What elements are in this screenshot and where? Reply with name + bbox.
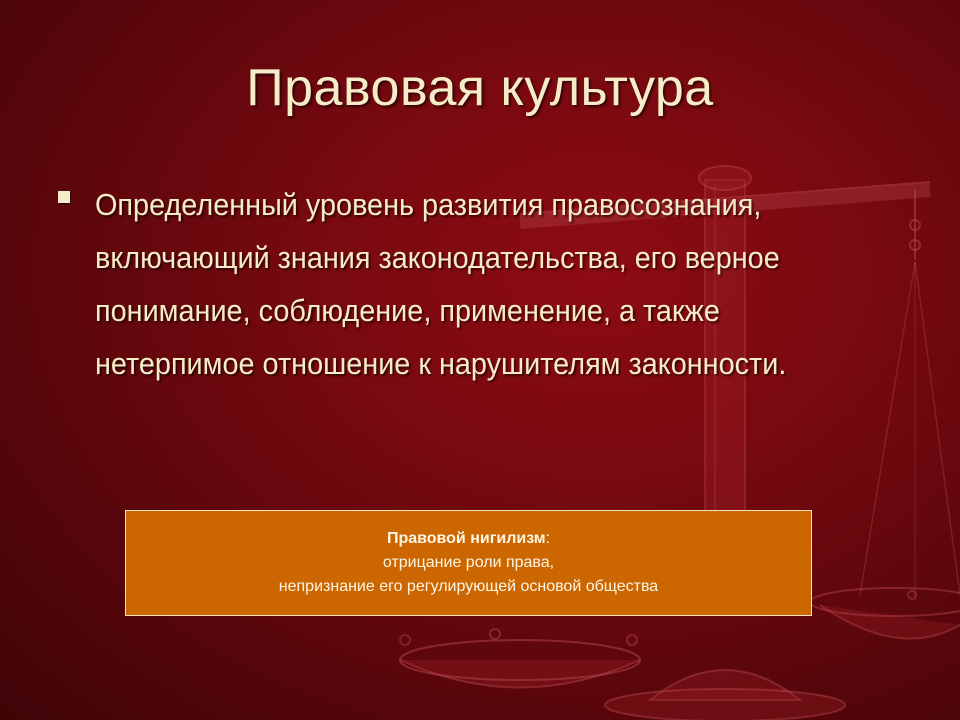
bullet-text: Определенный уровень развития правосознания, включающий знания законодательства, его верное понимание, соблюдение, применение, а также нетерпимое отношение к нарушителям законности.	[95, 187, 787, 381]
callout-colon: :	[545, 530, 551, 547]
callout-term: Правовой нигилизм	[386, 530, 546, 547]
bullet-item	[58, 178, 898, 390]
callout-line-1: отрицание роли права,	[382, 554, 555, 571]
callout-heading	[126, 527, 811, 551]
definition-callout	[125, 510, 812, 616]
square-bullet-icon	[58, 191, 70, 203]
slide-title: Правовая культура	[246, 59, 714, 117]
callout-line-2: непризнание его регулирующей основой общества	[278, 578, 659, 595]
